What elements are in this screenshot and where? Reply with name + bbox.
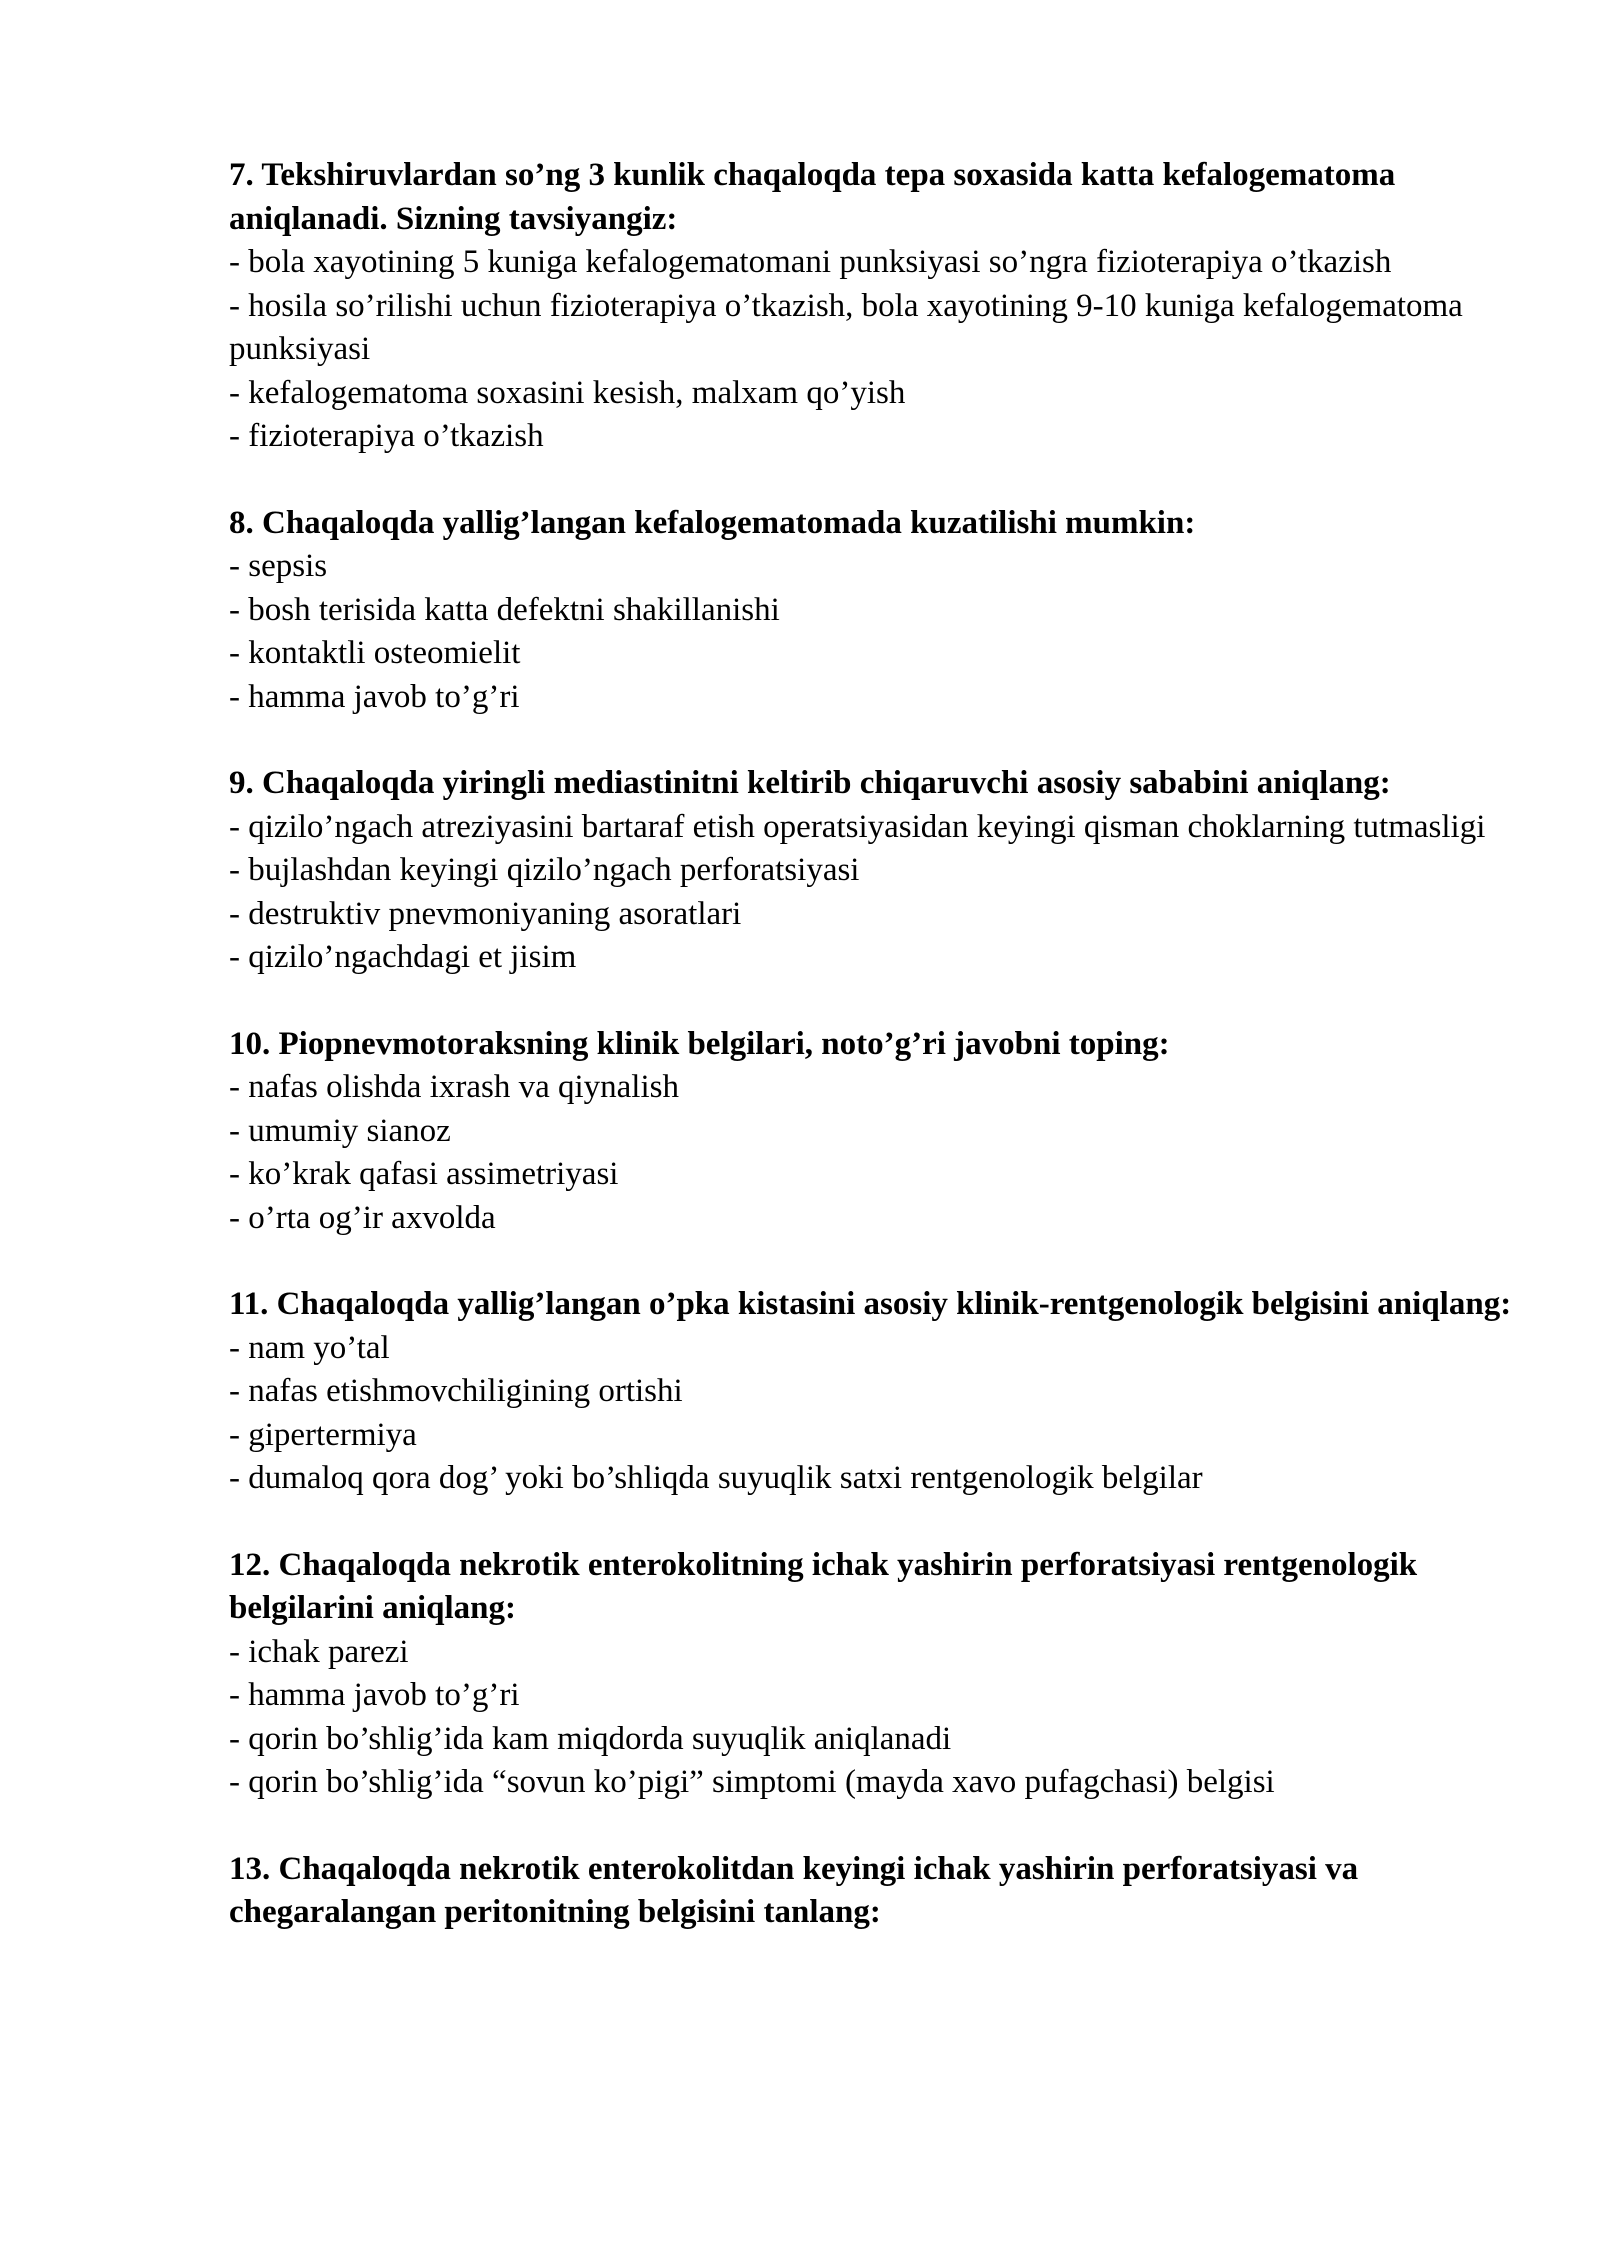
answer-option: - bola xayotining 5 kuniga kefalogematomani punksiyasi so’ngra fizioterapiya o’tkazish — [229, 244, 1392, 280]
answer-option: - qorin bo’shlig’ida kam miqdorda suyuqlik aniqlanadi — [229, 1720, 952, 1757]
answer-option: - hosila so’rilishi uchun fizioterapiya o’tkazish, bola xayotining 9-10 kuniga kefalogematoma punksiyasi — [229, 287, 1463, 367]
question-12 — [229, 1544, 1529, 1805]
answer-option: - hamma javob to’g’ri — [229, 1677, 520, 1713]
question-title: 8. Chaqaloqda yallig’langan kefalogematomada kuzatilishi mumkin: — [229, 504, 1196, 541]
question-title: 13. Chaqaloqda nekrotik enterokolitdan keyingi ichak yashirin perforatsiyasi va chegaralangan peritonitning belgisini tanlang: — [229, 1850, 1359, 1930]
answer-option: - ko’krak qafasi assimetriyasi — [229, 1156, 619, 1192]
question-title: 10. Piopnevmotoraksning klinik belgilari, noto’g’ri javobni toping: — [229, 1025, 1170, 1062]
answer-option: - sepsis — [229, 548, 328, 584]
question-title: 7. Tekshiruvlardan so’ng 3 kunlik chaqaloqda tepa soxasida katta kefalogematoma aniqlanadi. Sizning tavsiyangiz: — [229, 157, 1396, 237]
answer-option: - nafas etishmovchiligining ortishi — [229, 1373, 683, 1409]
answer-option: - fizioterapiya o’tkazish — [229, 418, 544, 454]
answer-option: - nam yo’tal — [229, 1329, 390, 1366]
question-title: 12. Chaqaloqda nekrotik enterokolitning ichak yashirin perforatsiyasi rentgenologik belgilarini aniqlang: — [229, 1546, 1418, 1626]
question-10 — [229, 1023, 1529, 1241]
question-title: 11. Chaqaloqda yallig’langan o’pka kistasini asosiy klinik-rentgenologik belgisini aniqlang: — [229, 1286, 1512, 1322]
answer-option: - kontaktli osteomielit — [229, 635, 521, 671]
document-page — [229, 154, 1529, 1978]
answer-option: - bosh terisida katta defektni shakillanishi — [229, 591, 780, 628]
answer-option: - destruktiv pnevmoniyaning asoratlari — [229, 895, 742, 932]
question-7 — [229, 154, 1529, 459]
question-8 — [229, 502, 1529, 720]
answer-option: - gipertermiya — [229, 1416, 417, 1453]
answer-option: - umumiy sianoz — [229, 1112, 451, 1149]
answer-option: - qizilo’ngach atreziyasini bartaraf etish operatsiyasidan keyingi qisman choklarning tutmasligi — [229, 808, 1486, 845]
question-11 — [229, 1283, 1529, 1501]
answer-option: - ichak parezi — [229, 1633, 409, 1670]
answer-option: - hamma javob to’g’ri — [229, 678, 520, 715]
answer-option: - o’rta og’ir axvolda — [229, 1199, 496, 1236]
answer-option: - qorin bo’shlig’ida “sovun ko’pigi” simptomi (mayda xavo pufagchasi) belgisi — [229, 1764, 1275, 1800]
question-13 — [229, 1848, 1529, 1935]
answer-option: - bujlashdan keyingi qizilo’ngach perforatsiyasi — [229, 852, 860, 888]
question-title: 9. Chaqaloqda yiringli mediastinitni keltirib chiqaruvchi asosiy sababini aniqlang: — [229, 765, 1391, 801]
question-9 — [229, 762, 1529, 980]
answer-option: - qizilo’ngachdagi et jisim — [229, 939, 577, 975]
answer-option: - kefalogematoma soxasini kesish, malxam qo’yish — [229, 374, 906, 411]
answer-option: - dumaloq qora dog’ yoki bo’shliqda suyuqlik satxi rentgenologik belgilar — [229, 1460, 1203, 1496]
answer-option: - nafas olishda ixrash va qiynalish — [229, 1069, 679, 1105]
